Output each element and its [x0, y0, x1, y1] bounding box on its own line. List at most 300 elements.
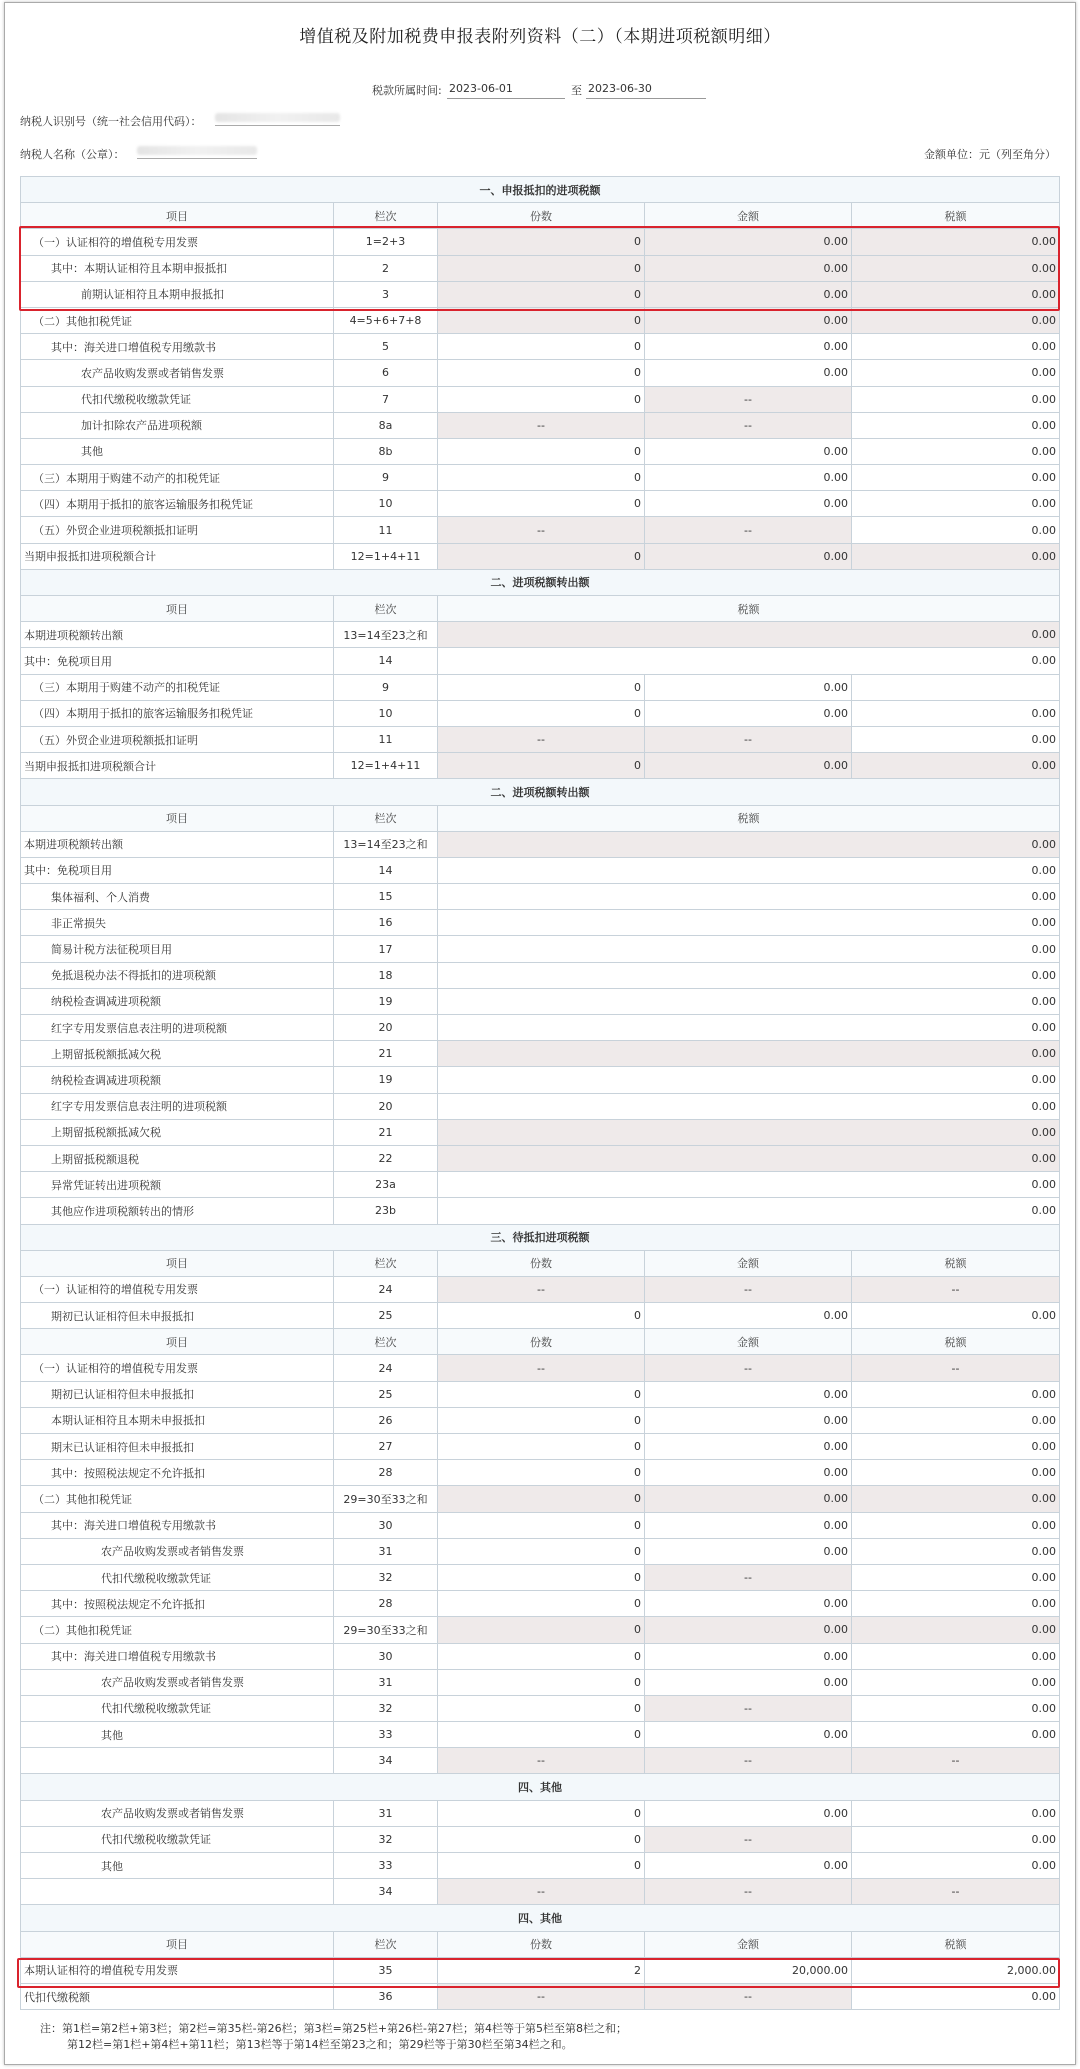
row-label: （一）认证相符的增值税专用发票: [21, 229, 334, 255]
cell-tax[interactable]: 0.00: [438, 1119, 1060, 1145]
cell-amount[interactable]: 0.00: [645, 543, 852, 569]
table-row: [21, 1564, 1060, 1590]
row-col-number: 13=14至23之和: [334, 831, 438, 857]
cell-tax[interactable]: 0.00: [852, 412, 1060, 438]
cell-tax: --: [852, 1355, 1060, 1381]
cell-amount: --: [645, 1748, 852, 1774]
cell-tax[interactable]: 0.00: [438, 910, 1060, 936]
section-title: 一、申报抵扣的进项税额: [21, 177, 1060, 203]
row-label: 代扣代缴税收缴款凭证: [21, 386, 334, 412]
row-label: 简易计税方法征税项目用: [21, 936, 334, 962]
row-col-number: 34: [334, 1879, 438, 1905]
cell-count[interactable]: 0: [438, 543, 645, 569]
col-header-col: 栏次: [334, 1250, 438, 1276]
footnote-line-1: 注：第1栏=第2栏+第3栏；第2栏=第35栏-第26栏；第3栏=第25栏+第26栏-第27栏；第4栏等于第5栏至第8栏之和；: [40, 2022, 627, 2035]
cell-count: --: [438, 1748, 645, 1774]
row-col-number: 20: [334, 1015, 438, 1041]
table-row: [21, 386, 1060, 412]
cell-amount: --: [645, 1826, 852, 1852]
cell-count[interactable]: 0: [438, 465, 645, 491]
row-label: 其中：按照税法规定不允许抵扣: [21, 1591, 334, 1617]
column-header-row: [21, 1931, 1060, 1957]
cell-amount[interactable]: 0.00: [645, 1512, 852, 1538]
row-col-number: 9: [334, 465, 438, 491]
section-header: [21, 779, 1060, 805]
row-col-number: 8b: [334, 438, 438, 464]
cell-tax[interactable]: 0.00: [852, 726, 1060, 752]
cell-tax[interactable]: 0.00: [438, 648, 1060, 674]
cell-amount: --: [645, 726, 852, 752]
cell-amount[interactable]: 0.00: [645, 700, 852, 726]
col-header-amount: 金额: [645, 1250, 852, 1276]
period-end-field[interactable]: 2023-06-30: [586, 82, 706, 99]
row-col-number: 32: [334, 1564, 438, 1590]
table-row: [21, 1198, 1060, 1224]
col-header-count: 份数: [438, 1250, 645, 1276]
row-label: （三）本期用于购建不动产的扣税凭证: [21, 465, 334, 491]
cell-amount[interactable]: 0.00: [645, 360, 852, 386]
cell-count[interactable]: 0: [438, 1434, 645, 1460]
cell-amount[interactable]: 0.00: [645, 1669, 852, 1695]
row-label: 其中：免税项目用: [21, 857, 334, 883]
cell-tax[interactable]: 0.00: [438, 831, 1060, 857]
table-row: [21, 936, 1060, 962]
table-row: [21, 1407, 1060, 1433]
col-header-item: 项目: [21, 1931, 334, 1957]
row-col-number: 8a: [334, 412, 438, 438]
section-title: 三、待抵扣进项税额: [21, 1224, 1060, 1250]
cell-tax[interactable]: 0.00: [852, 334, 1060, 360]
row-label: 代扣代缴税收缴款凭证: [21, 1564, 334, 1590]
cell-tax: --: [852, 1748, 1060, 1774]
cell-tax[interactable]: 0.00: [438, 622, 1060, 648]
cell-tax[interactable]: 0.00: [852, 753, 1060, 779]
table-row: [21, 438, 1060, 464]
cell-tax[interactable]: 0.00: [852, 1486, 1060, 1512]
footnote-line-2: 第12栏=第1栏+第4栏+第11栏；第13栏等于第14栏至第23之和；第29栏等于第30栏至第34栏之和。: [67, 2038, 573, 2051]
cell-tax[interactable]: 0.00: [852, 307, 1060, 333]
row-label: 其他应作进项税额转出的情形: [21, 1198, 334, 1224]
period-to-label: 至: [571, 84, 582, 97]
period-start-field[interactable]: 2023-06-01: [447, 82, 565, 99]
cell-count[interactable]: 0: [438, 1826, 645, 1852]
row-col-number: 27: [334, 1434, 438, 1460]
cell-amount: --: [645, 517, 852, 543]
cell-tax[interactable]: 0.00: [438, 1093, 1060, 1119]
row-col-number: 31: [334, 1669, 438, 1695]
row-label: 红字专用发票信息表注明的进项税额: [21, 1015, 334, 1041]
row-label: 免抵退税办法不得抵扣的进项税额: [21, 962, 334, 988]
column-header-row: [21, 596, 1060, 622]
row-label: （四）本期用于抵扣的旅客运输服务扣税凭证: [21, 700, 334, 726]
row-label: 其中：按照税法规定不允许抵扣: [21, 1460, 334, 1486]
table-row: [21, 1853, 1060, 1879]
table-row: [21, 307, 1060, 333]
cell-tax[interactable]: 0.00: [852, 1800, 1060, 1826]
row-label: 本期进项税额转出额: [21, 831, 334, 857]
cell-count[interactable]: 0: [438, 1669, 645, 1695]
taxpayer-name-redacted: [137, 143, 257, 159]
row-label: 代扣代缴税收缴款凭证: [21, 1826, 334, 1852]
cell-count: --: [438, 1879, 645, 1905]
row-label: 期初已认证相符但未申报抵扣: [21, 1381, 334, 1407]
cell-count[interactable]: 0: [438, 753, 645, 779]
cell-amount[interactable]: 0.00: [645, 1591, 852, 1617]
cell-amount[interactable]: 0.00: [645, 1643, 852, 1669]
row-col-number: 25: [334, 1303, 438, 1329]
row-col-number: 33: [334, 1853, 438, 1879]
cell-tax[interactable]: 0.00: [852, 517, 1060, 543]
row-col-number: 21: [334, 1041, 438, 1067]
row-col-number: 32: [334, 1826, 438, 1852]
cell-amount[interactable]: 0.00: [645, 1617, 852, 1643]
cell-tax[interactable]: 0.00: [852, 1722, 1060, 1748]
cell-tax[interactable]: 0.00: [852, 1381, 1060, 1407]
cell-amount[interactable]: 0.00: [645, 465, 852, 491]
cell-count[interactable]: 0: [438, 1538, 645, 1564]
col-header-item: 项目: [21, 203, 334, 229]
row-label: 其他: [21, 1853, 334, 1879]
detail-table: [20, 176, 1060, 2010]
column-header-row: [21, 1329, 1060, 1355]
cell-amount[interactable]: 0.00: [645, 753, 852, 779]
cell-count[interactable]: 0: [438, 1853, 645, 1879]
cell-count[interactable]: 0: [438, 700, 645, 726]
cell-amount[interactable]: 20,000.00: [645, 1957, 852, 1983]
cell-tax[interactable]: 0.00: [852, 1564, 1060, 1590]
row-label: [21, 1879, 334, 1905]
row-col-number: 30: [334, 1512, 438, 1538]
row-col-number: 21: [334, 1119, 438, 1145]
table-row: [21, 910, 1060, 936]
col-header-item: 项目: [21, 596, 334, 622]
cell-count[interactable]: 0: [438, 491, 645, 517]
cell-tax[interactable]: 0.00: [852, 229, 1060, 255]
cell-tax[interactable]: 0.00: [852, 1983, 1060, 2009]
cell-tax[interactable]: 0.00: [852, 281, 1060, 307]
col-header-count: 份数: [438, 203, 645, 229]
row-col-number: 28: [334, 1460, 438, 1486]
col-header-col: 栏次: [334, 1931, 438, 1957]
cell-count[interactable]: 0: [438, 334, 645, 360]
cell-count: --: [438, 412, 645, 438]
row-label: 红字专用发票信息表注明的进项税额: [21, 1093, 334, 1119]
row-col-number: 35: [334, 1957, 438, 1983]
col-header-tax: 税额: [852, 203, 1060, 229]
section-title: 四、其他: [21, 1774, 1060, 1800]
row-label: 上期留抵税额抵减欠税: [21, 1119, 334, 1145]
row-col-number: 19: [334, 988, 438, 1014]
table-row: [21, 962, 1060, 988]
column-header-row: [21, 1250, 1060, 1276]
table-row: [21, 1748, 1060, 1774]
row-label: （五）外贸企业进项税额抵扣证明: [21, 726, 334, 752]
table-row: [21, 1276, 1060, 1302]
row-col-number: 1=2+3: [334, 229, 438, 255]
cell-tax[interactable]: 0.00: [852, 386, 1060, 412]
cell-amount[interactable]: 0.00: [645, 334, 852, 360]
cell-tax[interactable]: 0.00: [852, 360, 1060, 386]
row-label: 代扣代缴税额: [21, 1983, 334, 2009]
col-header-item: 项目: [21, 1329, 334, 1355]
cell-tax[interactable]: 0.00: [852, 1853, 1060, 1879]
cell-tax[interactable]: 0.00: [438, 1198, 1060, 1224]
row-col-number: 20: [334, 1093, 438, 1119]
row-label: 纳税检查调减进项税额: [21, 1067, 334, 1093]
cell-amount[interactable]: 0.00: [645, 1434, 852, 1460]
cell-count[interactable]: 0: [438, 1722, 645, 1748]
cell-tax[interactable]: 0.00: [852, 700, 1060, 726]
cell-count[interactable]: 0: [438, 386, 645, 412]
cell-count[interactable]: 0: [438, 1486, 645, 1512]
cell-count: --: [438, 1355, 645, 1381]
cell-amount[interactable]: 0.00: [645, 1303, 852, 1329]
col-header-amount: 金额: [645, 1931, 852, 1957]
row-label: 上期留抵税额退税: [21, 1145, 334, 1171]
taxpayer-name-label: 纳税人名称（公章）：: [20, 148, 125, 161]
cell-amount[interactable]: 0.00: [645, 1381, 852, 1407]
cell-tax[interactable]: 0.00: [852, 1826, 1060, 1852]
table-row: [21, 543, 1060, 569]
row-label: 集体福利、个人消费: [21, 884, 334, 910]
cell-tax: --: [852, 1879, 1060, 1905]
cell-tax[interactable]: 0.00: [852, 1538, 1060, 1564]
cell-amount[interactable]: 0.00: [645, 281, 852, 307]
row-col-number: 11: [334, 517, 438, 543]
section-title: 二、进项税额转出额: [21, 779, 1060, 805]
table-row: [21, 753, 1060, 779]
column-header-row: [21, 805, 1060, 831]
row-col-number: 34: [334, 1748, 438, 1774]
cell-amount[interactable]: 0.00: [645, 491, 852, 517]
row-label: 当期申报抵扣进项税额合计: [21, 753, 334, 779]
cell-count: --: [438, 517, 645, 543]
col-header-count: 份数: [438, 1931, 645, 1957]
cell-count[interactable]: 0: [438, 360, 645, 386]
cell-tax[interactable]: 0.00: [438, 857, 1060, 883]
row-label: 期末已认证相符但未申报抵扣: [21, 1434, 334, 1460]
col-header-amount: 金额: [645, 1329, 852, 1355]
row-col-number: 24: [334, 1355, 438, 1381]
tax-period-label: 税款所属时间:: [372, 84, 442, 97]
table-row: [21, 884, 1060, 910]
col-header-col: 栏次: [334, 805, 438, 831]
cell-count[interactable]: 0: [438, 1407, 645, 1433]
row-col-number: 33: [334, 1722, 438, 1748]
cell-tax[interactable]: 0.00: [852, 1303, 1060, 1329]
cell-tax[interactable]: 0.00: [438, 884, 1060, 910]
row-label: 其他: [21, 438, 334, 464]
row-label: 其他: [21, 1722, 334, 1748]
cell-tax[interactable]: 0.00: [438, 988, 1060, 1014]
row-label: 本期进项税额转出额: [21, 622, 334, 648]
cell-amount: --: [645, 386, 852, 412]
cell-tax[interactable]: 0.00: [438, 1145, 1060, 1171]
row-label: 其中：免税项目用: [21, 648, 334, 674]
row-col-number: 14: [334, 648, 438, 674]
table-row: [21, 1381, 1060, 1407]
section-header: [21, 1905, 1060, 1931]
col-header-tax: 税额: [852, 1329, 1060, 1355]
cell-tax[interactable]: 0.00: [852, 1434, 1060, 1460]
cell-count[interactable]: 0: [438, 674, 645, 700]
cell-count[interactable]: 0: [438, 229, 645, 255]
cell-count[interactable]: 0: [438, 1564, 645, 1590]
cell-amount[interactable]: 0.00: [645, 438, 852, 464]
cell-tax[interactable]: 0.00: [852, 1617, 1060, 1643]
section-title: 二、进项税额转出额: [21, 569, 1060, 595]
section-title: 四、其他: [21, 1905, 1060, 1931]
table-row: [21, 1486, 1060, 1512]
cell-amount: --: [645, 1879, 852, 1905]
row-col-number: 19: [334, 1067, 438, 1093]
table-row: [21, 1067, 1060, 1093]
cell-count[interactable]: 0: [438, 1800, 645, 1826]
cell-tax[interactable]: 0.00: [852, 255, 1060, 281]
cell-tax[interactable]: 2,000.00: [852, 1957, 1060, 1983]
row-col-number: 23b: [334, 1198, 438, 1224]
cell-tax[interactable]: 0.00: [438, 1067, 1060, 1093]
col-header-col: 栏次: [334, 596, 438, 622]
cell-amount[interactable]: 0.00: [645, 1538, 852, 1564]
row-col-number: 24: [334, 1276, 438, 1302]
row-col-number: 31: [334, 1800, 438, 1826]
cell-amount[interactable]: 0.00: [645, 307, 852, 333]
table-row: [21, 491, 1060, 517]
cell-amount[interactable]: 0.00: [645, 1800, 852, 1826]
cell-count[interactable]: 0: [438, 281, 645, 307]
cell-tax[interactable]: 0.00: [438, 1041, 1060, 1067]
cell-count[interactable]: 0: [438, 1303, 645, 1329]
row-label: 代扣代缴税收缴款凭证: [21, 1695, 334, 1721]
cell-count[interactable]: 0: [438, 1381, 645, 1407]
cell-count[interactable]: 0: [438, 255, 645, 281]
row-label: 期初已认证相符但未申报抵扣: [21, 1303, 334, 1329]
table-row: [21, 1145, 1060, 1171]
row-label: 其中：海关进口增值税专用缴款书: [21, 1643, 334, 1669]
cell-count[interactable]: 0: [438, 438, 645, 464]
row-label: 前期认证相符且本期申报抵扣: [21, 281, 334, 307]
cell-amount[interactable]: 0.00: [645, 1486, 852, 1512]
cell-count[interactable]: 0: [438, 1695, 645, 1721]
cell-tax[interactable]: 0.00: [852, 1695, 1060, 1721]
cell-tax[interactable]: 0.00: [852, 491, 1060, 517]
row-col-number: 5: [334, 334, 438, 360]
cell-count[interactable]: 0: [438, 307, 645, 333]
row-col-number: 12=1+4+11: [334, 543, 438, 569]
cell-tax[interactable]: 0.00: [438, 1172, 1060, 1198]
row-label: 本期认证相符的增值税专用发票: [21, 1957, 334, 1983]
cell-count[interactable]: 0: [438, 1591, 645, 1617]
row-label: 当期申报抵扣进项税额合计: [21, 543, 334, 569]
cell-tax[interactable]: 0.00: [438, 1015, 1060, 1041]
column-header-row: [21, 203, 1060, 229]
table-row: [21, 465, 1060, 491]
cell-count[interactable]: 0: [438, 1643, 645, 1669]
cell-amount[interactable]: 0.00: [645, 229, 852, 255]
table-row: [21, 229, 1060, 255]
col-header-item: 项目: [21, 805, 334, 831]
table-row: [21, 831, 1060, 857]
row-label: 纳税检查调减进项税额: [21, 988, 334, 1014]
cell-count[interactable]: 0: [438, 1460, 645, 1486]
cell-amount[interactable]: 0.00: [645, 674, 852, 700]
col-header-tax: 税额: [852, 1931, 1060, 1957]
cell-tax: --: [852, 1276, 1060, 1302]
table-row: [21, 1538, 1060, 1564]
table-row: [21, 1303, 1060, 1329]
row-col-number: 11: [334, 726, 438, 752]
cell-tax[interactable]: 0.00: [852, 1512, 1060, 1538]
row-col-number: 10: [334, 491, 438, 517]
row-col-number: 23a: [334, 1172, 438, 1198]
row-col-number: 9: [334, 674, 438, 700]
cell-amount[interactable]: 0.00: [645, 1407, 852, 1433]
row-col-number: 3: [334, 281, 438, 307]
section-header: [21, 569, 1060, 595]
cell-tax[interactable]: 0.00: [852, 1407, 1060, 1433]
cell-tax[interactable]: 0.00: [852, 543, 1060, 569]
table-row: [21, 1015, 1060, 1041]
row-col-number: 2: [334, 255, 438, 281]
table-row: [21, 1119, 1060, 1145]
cell-amount[interactable]: 0.00: [645, 1853, 852, 1879]
cell-tax[interactable]: 0.00: [852, 438, 1060, 464]
cell-count[interactable]: 0: [438, 1512, 645, 1538]
row-col-number: 14: [334, 857, 438, 883]
row-label: （二）其他扣税凭证: [21, 307, 334, 333]
cell-amount: --: [645, 1695, 852, 1721]
col-header-tax: 税额: [852, 1250, 1060, 1276]
cell-amount: --: [645, 1276, 852, 1302]
row-col-number: 13=14至23之和: [334, 622, 438, 648]
row-col-number: 16: [334, 910, 438, 936]
cell-count[interactable]: 2: [438, 1957, 645, 1983]
table-row: [21, 1355, 1060, 1381]
cell-tax[interactable]: 0.00: [852, 1591, 1060, 1617]
cell-amount[interactable]: 0.00: [645, 255, 852, 281]
row-label: （二）其他扣税凭证: [21, 1486, 334, 1512]
cell-count[interactable]: 0: [438, 1617, 645, 1643]
cell-tax[interactable]: [852, 674, 1060, 700]
row-col-number: 7: [334, 386, 438, 412]
table-row: [21, 700, 1060, 726]
row-label: 异常凭证转出进项税额: [21, 1172, 334, 1198]
table-row: [21, 1591, 1060, 1617]
row-label: 农产品收购发票或者销售发票: [21, 1800, 334, 1826]
cell-count: --: [438, 726, 645, 752]
cell-tax[interactable]: 0.00: [852, 465, 1060, 491]
cell-amount[interactable]: 0.00: [645, 1722, 852, 1748]
table-row: [21, 1434, 1060, 1460]
table-row: [21, 334, 1060, 360]
cell-tax[interactable]: 0.00: [438, 936, 1060, 962]
cell-amount: --: [645, 1564, 852, 1590]
cell-tax[interactable]: 0.00: [852, 1460, 1060, 1486]
cell-tax[interactable]: 0.00: [852, 1643, 1060, 1669]
cell-amount: --: [645, 412, 852, 438]
table-row: [21, 1722, 1060, 1748]
row-label: 农产品收购发票或者销售发票: [21, 360, 334, 386]
col-header-item: 项目: [21, 1250, 334, 1276]
row-col-number: 15: [334, 884, 438, 910]
table-row: [21, 360, 1060, 386]
table-row: [21, 517, 1060, 543]
cell-tax[interactable]: 0.00: [852, 1669, 1060, 1695]
cell-tax[interactable]: 0.00: [438, 962, 1060, 988]
cell-amount[interactable]: 0.00: [645, 1460, 852, 1486]
table-row: [21, 1512, 1060, 1538]
